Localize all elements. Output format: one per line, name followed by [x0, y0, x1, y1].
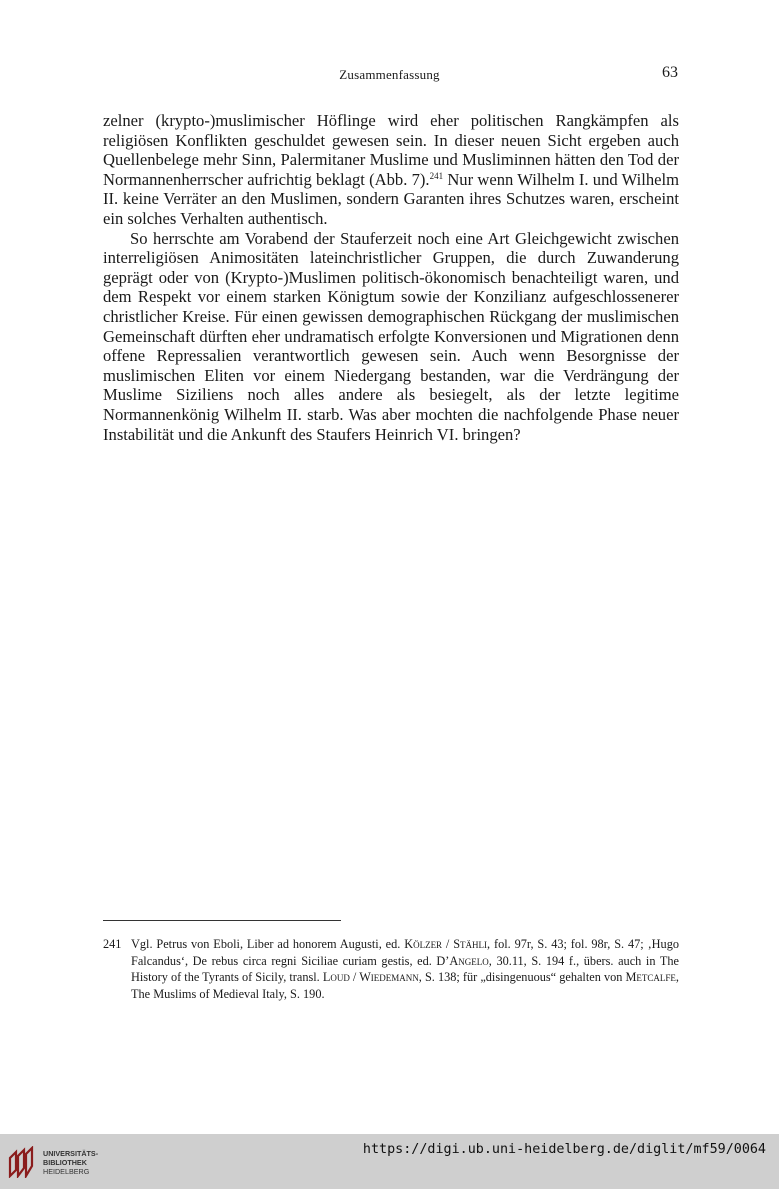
footnote-editor-3: Loud / Wiedemann	[322, 970, 419, 984]
footnote-number: 241	[103, 937, 122, 951]
running-title: Zusammenfassung	[339, 67, 440, 82]
footnote-text	[131, 936, 679, 1002]
paragraph-1-text-b: Nur wenn Wilhelm I. und Wilhelm II. keine Verräter an den Muslimen, sondern Garanten ihres Schutzes waren, erscheint ein solches Verhalten authentisch.	[103, 169, 679, 228]
logo-line-1: UNIVERSITÄTS-	[43, 1149, 99, 1158]
paragraph-1-text-a: zelner (krypto-)muslimischer Höflinge wird eher politischen Rangkämpfen als religiösen Konflikten geschuldet gewesen sein. In dieser neuen Sicht ergeben auch Quellenbelege mehr Sinn, Palermitaner Muslime und Musliminnen hätten den Tod der Normannenherrscher aufrichtig beklagt (Abb. 7).	[103, 111, 679, 189]
paragraph-1	[103, 111, 679, 229]
library-logo[interactable]	[8, 1144, 128, 1180]
footnote-text-1: Vgl. Petrus von Eboli, Liber ad honorem Augusti, ed.	[131, 937, 405, 951]
footnote-editor-1: Kölzer / Stähli	[404, 937, 488, 951]
footnote-text-5: , The Muslims of Medieval Italy, S. 190.	[131, 970, 679, 1001]
footnote-editor-2: Angelo	[449, 953, 489, 968]
footnote-text-4: , S. 138; für „disingenuous“ gehalten von	[418, 970, 626, 984]
footnote-author: Metcalfe	[625, 970, 676, 984]
library-logo-icon	[8, 1146, 36, 1178]
paragraph-2: So herrschte am Vorabend der Stauferzeit noch eine Art Gleichgewicht zwischen interreligiösen Animositäten lateinchristlicher Gruppen, die durch Zuwanderung geprägt oder von (Krypto-)Muslimen politisch-ökonomisch benachteiligt waren, und dem Respekt vor einem starken Königtum sowie der Konzilianz aufgeschlossenerer christlicher Kreise. Für einen gewissen demographischen Rückgang der muslimischen Gemeinschaft dürften eher undramatisch erfolgte Konversionen und Migrationen denn offene Repressalien verantwortlich gewesen sein. Auch wenn Besorgnisse der muslimischen Eliten vor einem Niedergang bestanden, war die Verdrängung der Muslime Siziliens noch alles andere als besiegelt, als der letzte legitime Normannenkönig Wilhelm II. starb. Was aber mochten die nachfolgende Phase neuer Instabilität und die Ankunft des Staufers Heinrich VI. bringen?	[103, 228, 679, 444]
footnote-divider	[103, 920, 341, 921]
footnote	[103, 936, 679, 1002]
footnote-text-2: , fol. 97r, S. 43; fol. 98r, S. 47; ‚Hugo Falcandus‘, De rebus circa regni Siciliae curiam gestis, ed. D’	[131, 937, 679, 968]
logo-line-2: BIBLIOTHEK	[43, 1158, 87, 1167]
source-url-link[interactable]: https://digi.ub.uni-heidelberg.de/diglit/mf59/0064	[362, 1142, 766, 1157]
footnote-text-3: , 30.11, S. 194 f., übers. auch in The History of the Tyrants of Sicily, transl.	[131, 953, 679, 984]
body-text	[103, 111, 679, 444]
logo-line-3: HEIDELBERG	[43, 1167, 90, 1176]
library-logo-text	[43, 1149, 98, 1176]
footer-bar	[0, 1134, 779, 1189]
page-number: 63	[662, 64, 678, 81]
footnote-reference[interactable]: 241	[429, 170, 444, 181]
